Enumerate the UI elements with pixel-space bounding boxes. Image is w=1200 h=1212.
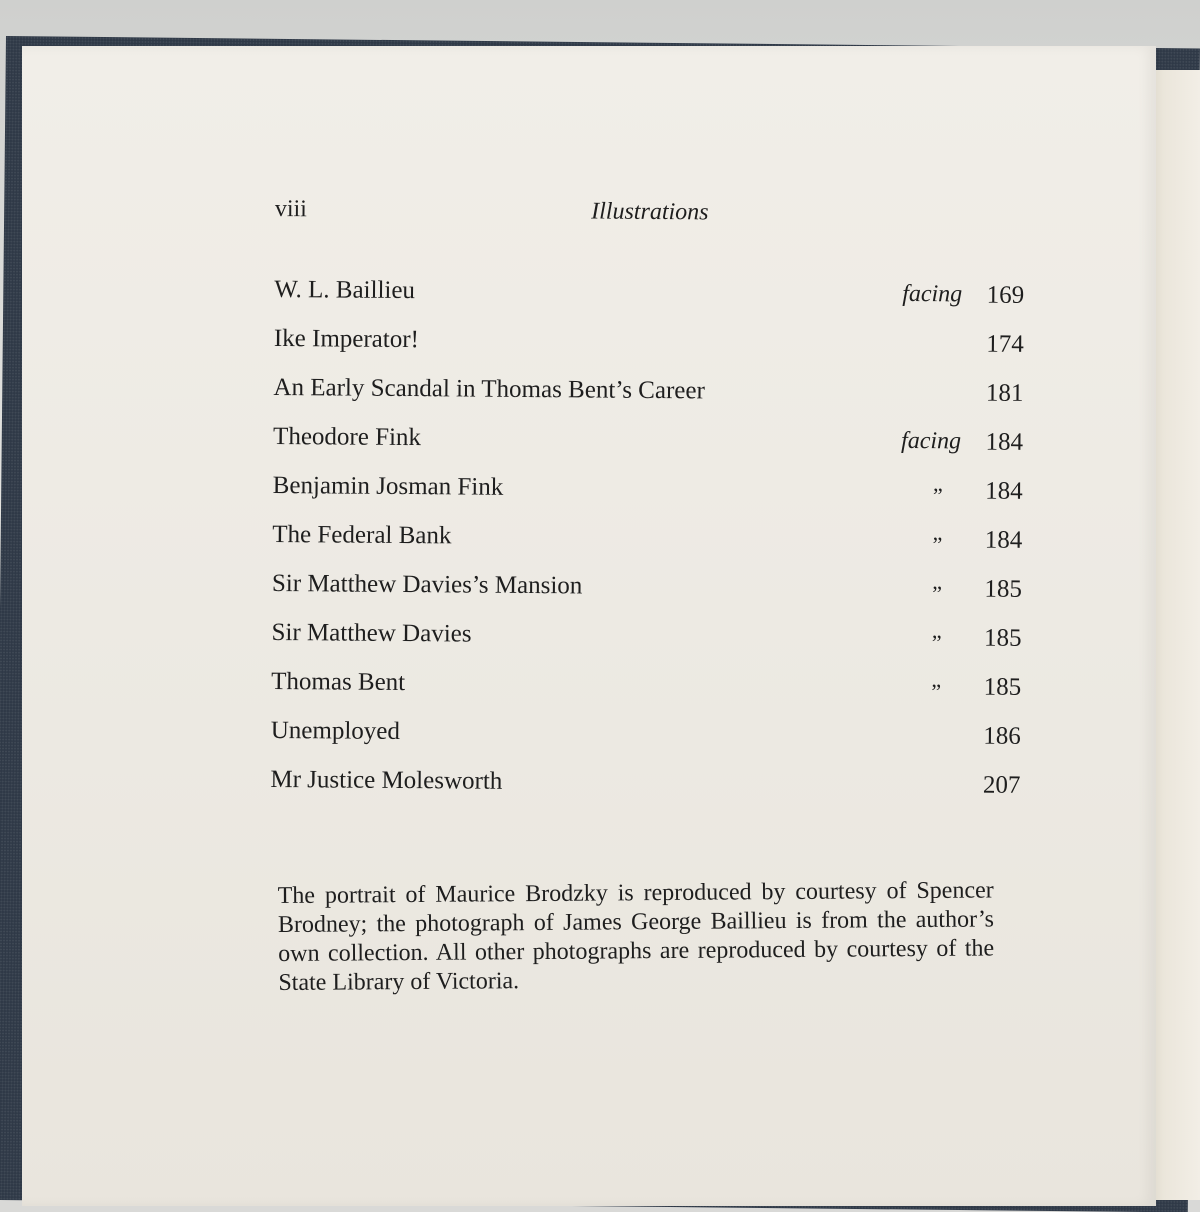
entry-title: Theodore Fink bbox=[273, 422, 422, 452]
list-item bbox=[271, 668, 1021, 723]
list-item bbox=[273, 423, 1023, 478]
entry-note: facing bbox=[902, 280, 963, 308]
list-item bbox=[271, 717, 1021, 772]
entry-title: Ike Imperator! bbox=[273, 324, 420, 354]
entry-note: facing bbox=[900, 427, 962, 455]
ditto-mark: ” bbox=[931, 679, 942, 705]
photo-credits: The portrait of Maurice Brodzky is reproduced by courtesy of Spencer Brodney; the photograph of James George Baillieu is from the author’s own collection. All other photographs are reproduced by courtesy of the State Library of Victoria. bbox=[277, 877, 995, 997]
entry-title: Sir Matthew Davies bbox=[271, 618, 472, 648]
ditto-mark: ” bbox=[931, 630, 942, 656]
entry-page: 185 bbox=[984, 575, 1023, 603]
list-item bbox=[270, 766, 1020, 821]
entry-page: 185 bbox=[983, 624, 1022, 652]
entry-title: W. L. Baillieu bbox=[274, 275, 416, 305]
running-title: Illustrations bbox=[591, 198, 709, 226]
list-item bbox=[272, 472, 1022, 527]
entry-title: Thomas Bent bbox=[271, 667, 406, 697]
list-item bbox=[273, 374, 1023, 429]
page-number: viii bbox=[274, 196, 308, 223]
entry-page: 184 bbox=[984, 526, 1023, 554]
list-item bbox=[271, 619, 1021, 674]
page-header bbox=[275, 196, 1025, 242]
page-content bbox=[270, 196, 1025, 997]
entry-title: Benjamin Josman Fink bbox=[272, 471, 504, 501]
entry-page: 181 bbox=[985, 379, 1024, 407]
entry-page: 186 bbox=[983, 722, 1021, 750]
ditto-mark: ” bbox=[932, 581, 942, 607]
list-item bbox=[272, 521, 1022, 576]
entry-title: Mr Justice Molesworth bbox=[270, 765, 503, 795]
entry-page: 207 bbox=[982, 771, 1021, 799]
entry-title: Unemployed bbox=[270, 716, 401, 745]
list-item bbox=[274, 325, 1024, 380]
entry-page: 184 bbox=[985, 477, 1023, 505]
entry-title: Sir Matthew Davies’s Mansion bbox=[271, 569, 583, 600]
entry-page: 174 bbox=[986, 330, 1024, 358]
list-item bbox=[274, 276, 1024, 331]
entry-page: 185 bbox=[983, 673, 1022, 701]
illustrations-list bbox=[270, 276, 1024, 821]
entry-page: 169 bbox=[986, 281, 1025, 309]
list-item bbox=[272, 570, 1022, 625]
entry-page: 184 bbox=[985, 428, 1024, 456]
entry-title: The Federal Bank bbox=[272, 520, 452, 550]
ditto-mark: ” bbox=[932, 532, 943, 558]
entry-title: An Early Scandal in Thomas Bent’s Career bbox=[273, 373, 705, 405]
ditto-mark: ” bbox=[932, 483, 943, 509]
